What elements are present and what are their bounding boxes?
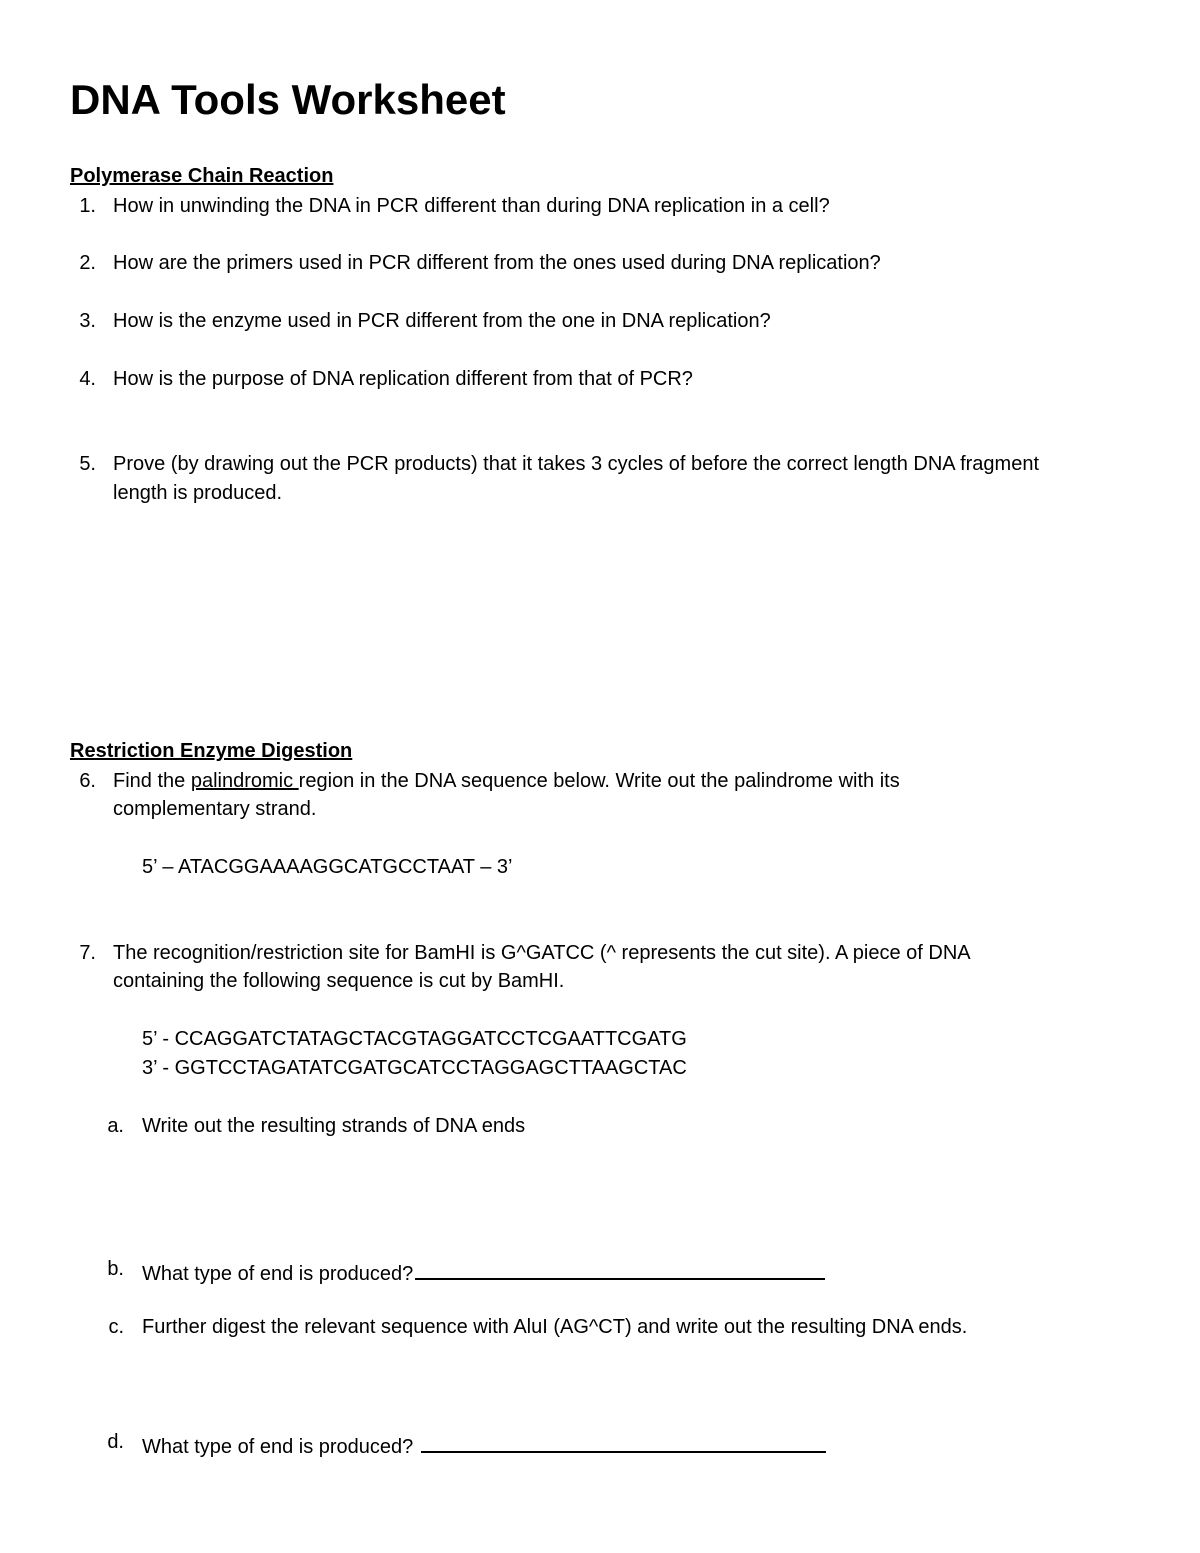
section-heading-pcr: Polymerase Chain Reaction [70, 165, 334, 187]
question-4-text: How is the purpose of DNA replication different from that of PCR? [113, 368, 693, 390]
question-number: 5. [79, 453, 96, 475]
subquestion-a-text: Write out the resulting strands of DNA ends [142, 1115, 526, 1137]
subquestion-label: d. [107, 1431, 124, 1453]
subquestion-d [142, 1431, 826, 1459]
question-6-line-2: complementary strand. [113, 798, 317, 820]
subquestion-label: b. [107, 1258, 124, 1280]
question-2-text: How are the primers used in PCR different from the ones used during DNA replication? [113, 252, 881, 274]
subquestion-b-text: What type of end is produced? [142, 1263, 414, 1285]
dna-sequence-bottom-strand: 3’ - GGTCCTAGATATCGATGCATCCTAGGAGCTTAAGCTAC [142, 1057, 687, 1079]
question-6-post: region in the DNA sequence below. Write out the palindrome with its [298, 770, 900, 792]
dna-sequence-top-strand: 5’ - CCAGGATCTATAGCTACGTAGGATCCTCGAATTCGATG [142, 1028, 687, 1050]
question-5-line-1: Prove (by drawing out the PCR products) that it takes 3 cycles of before the correct length DNA fragment [113, 453, 1039, 475]
answer-blank-d[interactable] [421, 1431, 826, 1453]
answer-blank-b[interactable] [415, 1258, 825, 1280]
question-number: 4. [79, 368, 96, 390]
dna-sequence-palindrome: 5’ – ATACGGAAAAGGCATGCCTAAT – 3’ [142, 856, 513, 878]
question-1-text: How in unwinding the DNA in PCR different than during DNA replication in a cell? [113, 195, 830, 217]
page-title: DNA Tools Worksheet [70, 76, 506, 123]
subquestion-d-text: What type of end is produced? [142, 1436, 419, 1458]
subquestion-label: c. [108, 1316, 124, 1338]
question-number: 7. [79, 942, 96, 964]
question-5-line-2: length is produced. [113, 482, 283, 504]
palindromic-term: palindromic [190, 770, 299, 792]
question-6-pre: Find the [113, 770, 191, 792]
subquestion-label: a. [107, 1115, 124, 1137]
subquestion-c-text: Further digest the relevant sequence with AluI (AG^CT) and write out the resulting DNA ends. [142, 1316, 968, 1338]
question-number: 2. [79, 252, 96, 274]
question-7-line-1: The recognition/restriction site for BamHI is G^GATCC (^ represents the cut site). A piece of DNA [113, 942, 971, 964]
question-number: 6. [79, 770, 96, 792]
question-7-line-2: containing the following sequence is cut by BamHI. [113, 970, 565, 992]
question-3-text: How is the enzyme used in PCR different from the one in DNA replication? [113, 310, 771, 332]
question-number: 3. [79, 310, 96, 332]
subquestion-b [142, 1258, 825, 1286]
section-heading-restriction: Restriction Enzyme Digestion [70, 740, 353, 762]
question-number: 1. [79, 195, 96, 217]
question-6-line-1 [113, 770, 900, 793]
